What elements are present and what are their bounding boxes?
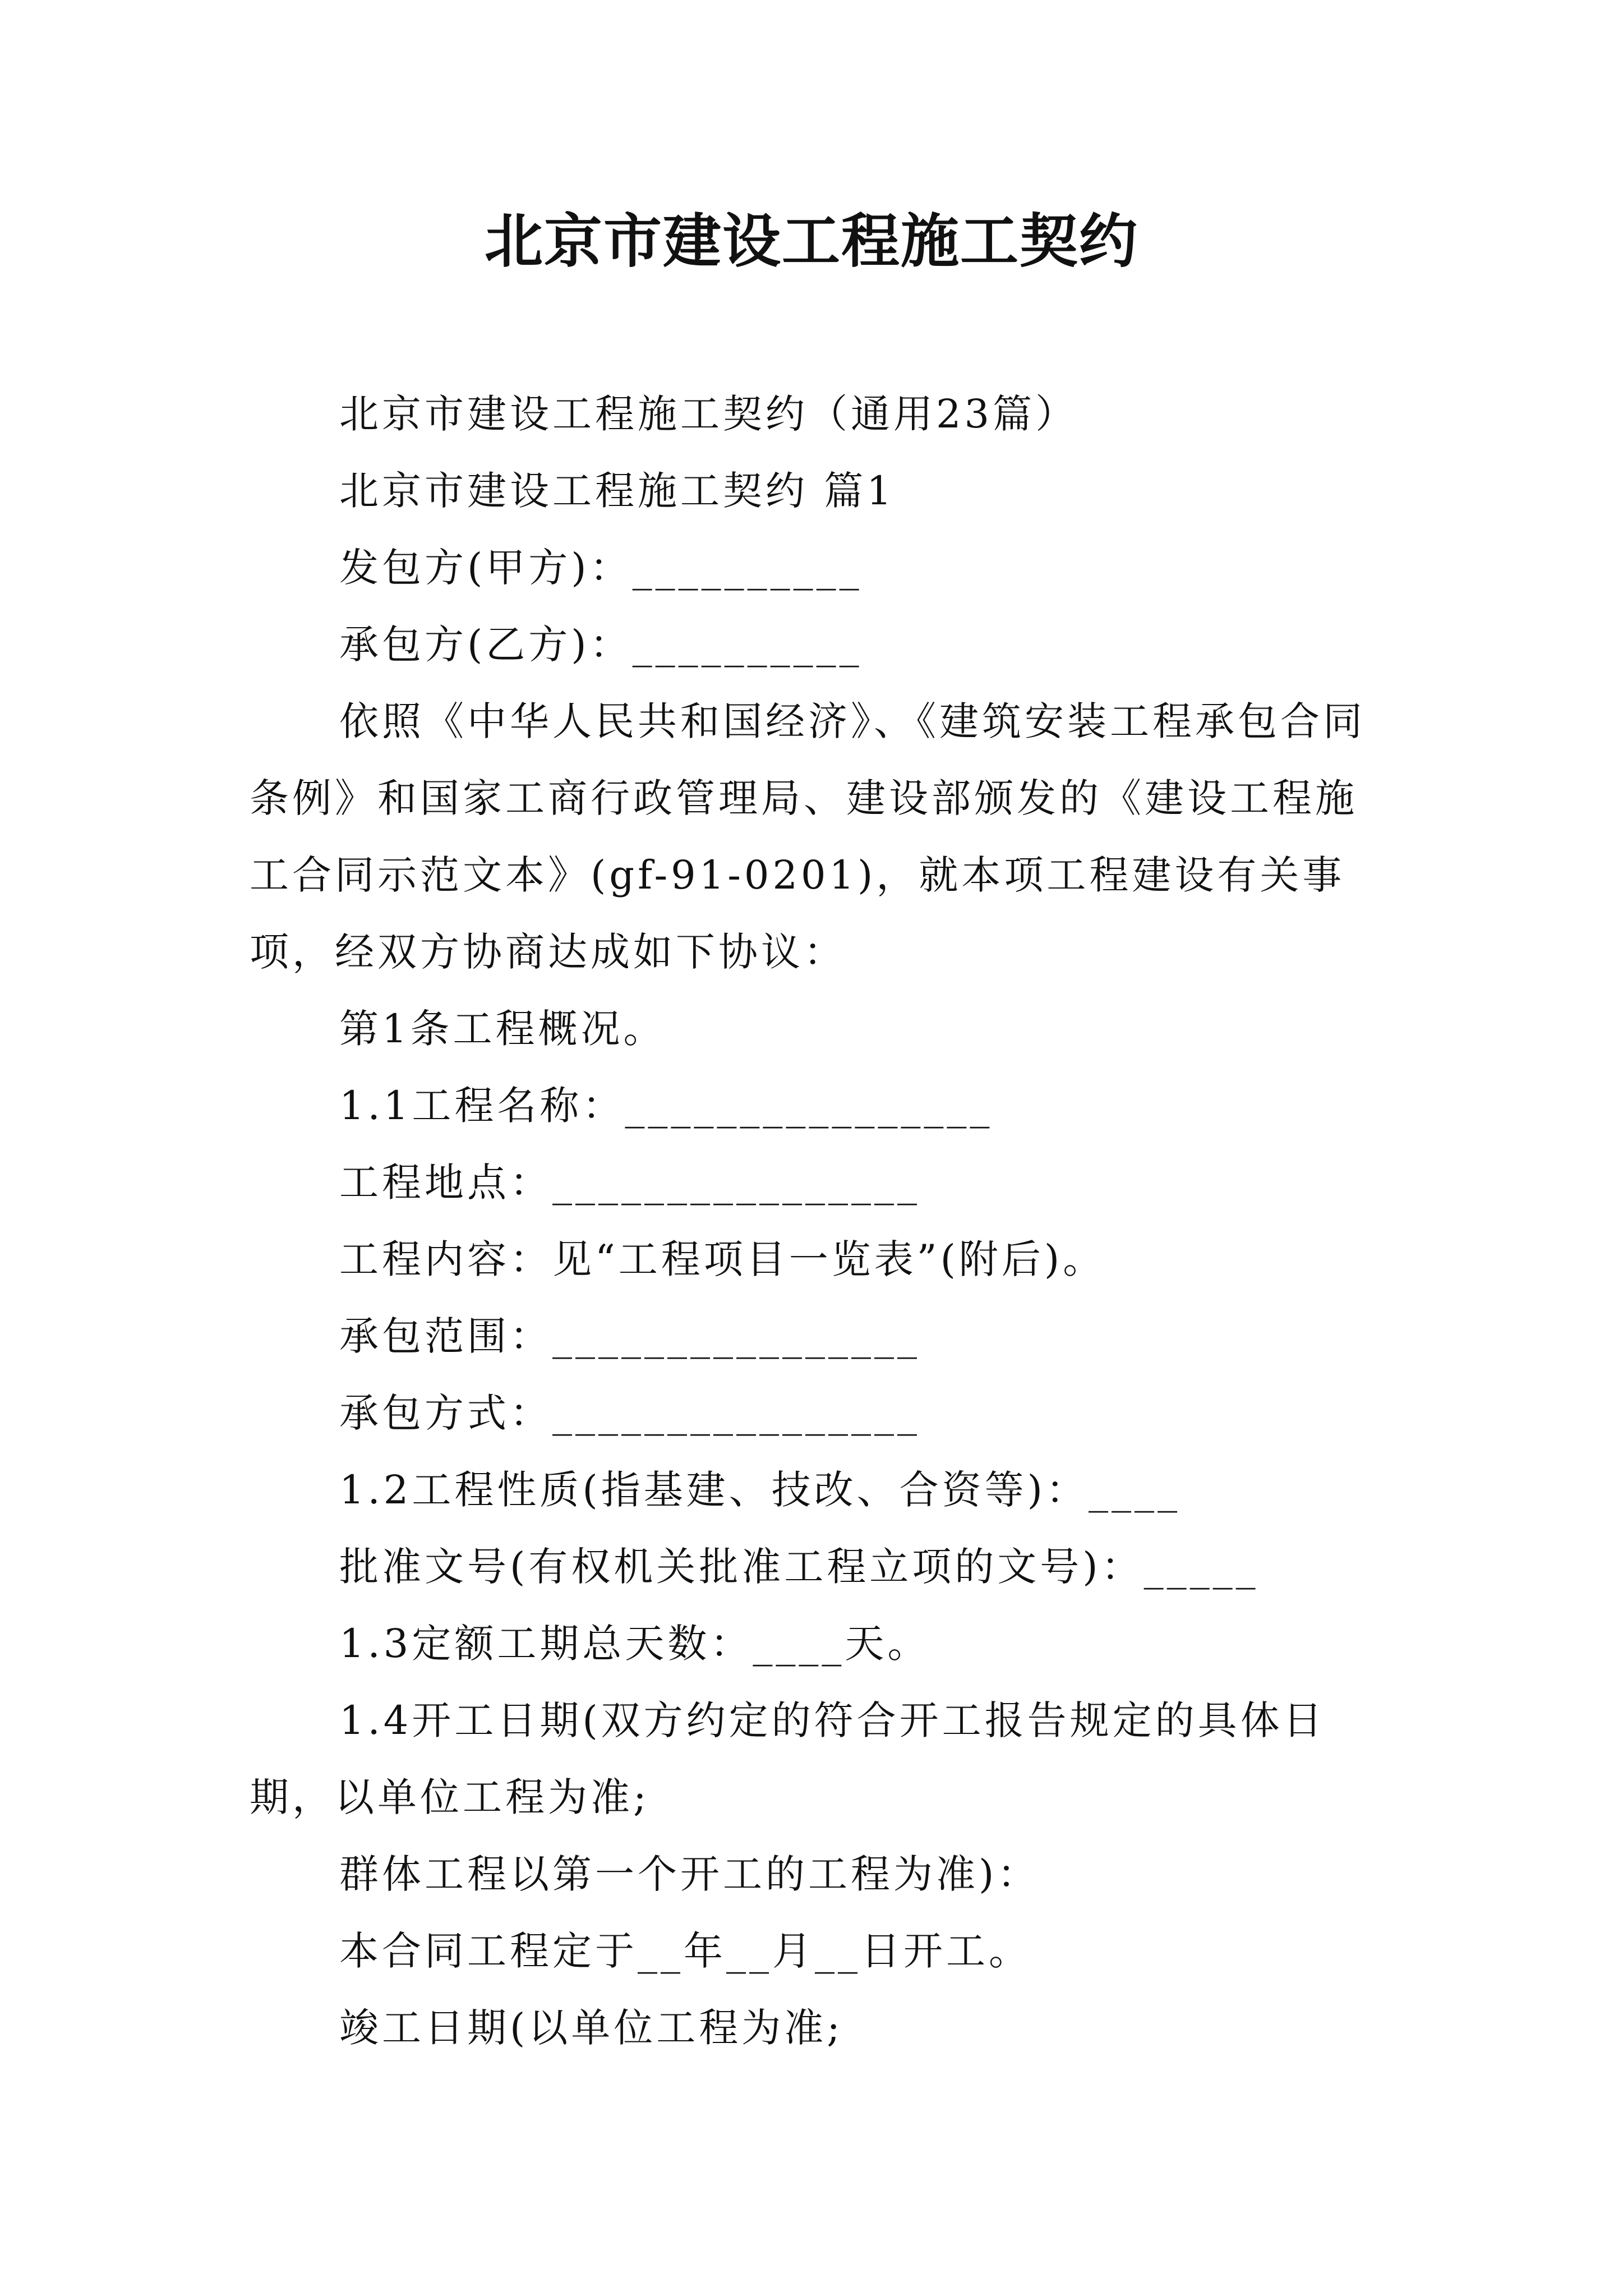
paragraph: 承包范围：________________ xyxy=(339,1313,920,1359)
paragraph: 1.1工程名称：________________ xyxy=(339,1083,993,1129)
paragraph: 北京市建设工程施工契约（通用23篇） xyxy=(339,391,1078,437)
paragraph: 北京市建设工程施工契约 篇1 xyxy=(339,468,895,514)
document-title: 北京市建设工程施工契约 xyxy=(484,206,1138,275)
paragraph: 第1条工程概况。 xyxy=(339,1006,666,1052)
paragraph: 工程内容：见“工程项目一览表”(附后)。 xyxy=(339,1236,1106,1282)
paragraph: 本合同工程定于__年__月__日开工。 xyxy=(339,1928,1031,1974)
paragraph: 工程地点：________________ xyxy=(339,1159,920,1205)
document-body xyxy=(250,376,1388,2067)
paragraph: 1.2工程性质(指基建、技改、合资等)：____ xyxy=(339,1467,1181,1513)
paragraph: 竣工日期(以单位工程为准; xyxy=(339,2005,843,2051)
paragraph: 1.4开工日期(双方约定的符合开工报告规定的具体日期，以单位工程为准; xyxy=(250,1697,1326,1820)
paragraph: 群体工程以第一个开工的工程为准)： xyxy=(339,1851,1040,1897)
paragraph: 批准文号(有权机关批准工程立项的文号)：_____ xyxy=(339,1544,1259,1590)
paragraph: 依照《中华人民共和国经济》、《建筑安装工程承包合同条例》和国家工商行政管理局、建设部颁发的《建设工程施工合同示范文本》(gf-91-0201)，就本项工程建设有关事项，经双方协商达成如下协议： xyxy=(250,698,1366,975)
paragraph: 承包方(乙方)：__________ xyxy=(339,622,863,668)
paragraph: 承包方式：________________ xyxy=(339,1390,920,1436)
paragraph: 1.3定额工期总天数：____天。 xyxy=(339,1621,930,1667)
paragraph: 发包方(甲方)：__________ xyxy=(339,545,863,591)
